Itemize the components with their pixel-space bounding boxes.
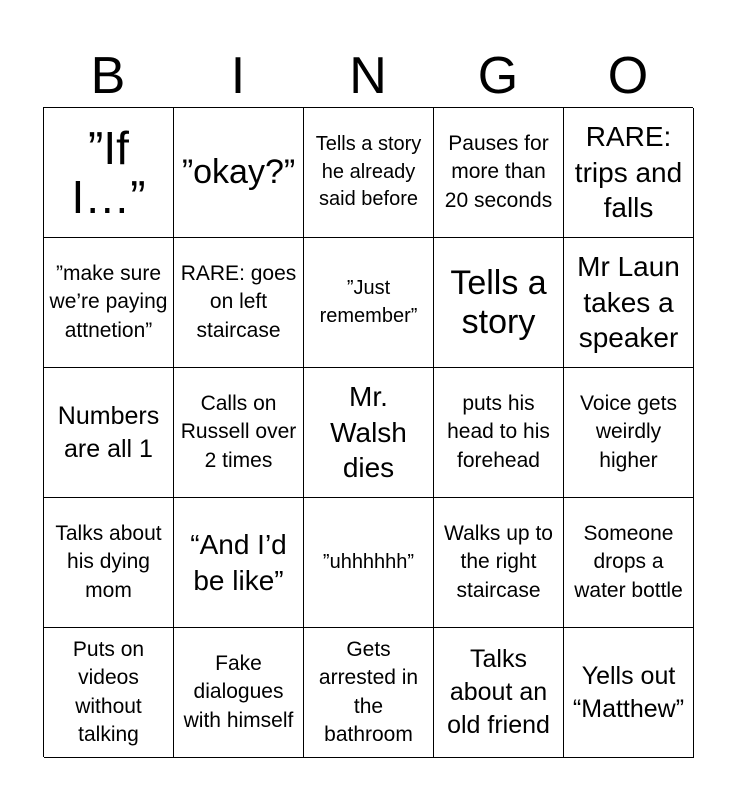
cell-text: Calls on Russell over 2 times <box>180 391 297 472</box>
cell-text: ”uhhhhhh” <box>322 550 415 573</box>
bingo-cell[interactable] <box>564 498 694 628</box>
cell-text: Fake dialogues with himself <box>183 651 294 732</box>
cell-text: Pauses for more than 20 seconds <box>444 131 553 212</box>
bingo-cell[interactable] <box>44 108 174 238</box>
bingo-cell[interactable] <box>44 238 174 368</box>
bingo-cell[interactable] <box>564 628 694 758</box>
cell-text: Talks about his dying mom <box>55 521 162 602</box>
cell-text: Mr. Walsh dies <box>330 380 407 484</box>
bingo-cell[interactable] <box>44 498 174 628</box>
cell-text: RARE: goes on left staircase <box>180 261 297 342</box>
cell-text: ”okay?” <box>181 153 296 192</box>
bingo-cell[interactable] <box>304 108 434 238</box>
cell-text: RARE: trips and falls <box>574 120 683 224</box>
cell-text: Tells a story <box>450 264 547 341</box>
bingo-cell[interactable] <box>174 238 304 368</box>
cell-text: “And I’d be like” <box>190 528 287 596</box>
header-letter-o: O <box>607 47 649 105</box>
cell-text: Someone drops a water bottle <box>574 521 683 602</box>
cell-text: Puts on videos without talking <box>72 637 145 746</box>
bingo-cell[interactable] <box>434 498 564 628</box>
cell-text: puts his head to his forehead <box>447 391 550 472</box>
bingo-cell[interactable] <box>174 108 304 238</box>
bingo-cell[interactable] <box>304 238 434 368</box>
bingo-cell[interactable] <box>304 628 434 758</box>
bingo-board <box>43 107 693 757</box>
header-letter-b: B <box>90 47 126 105</box>
cell-text: Voice gets weirdly higher <box>580 391 677 472</box>
cell-text: Mr Laun takes a speaker <box>577 250 680 354</box>
bingo-cell[interactable] <box>434 108 564 238</box>
bingo-cell[interactable] <box>304 498 434 628</box>
bingo-cell[interactable] <box>434 368 564 498</box>
cell-text: Tells a story he already said before <box>315 133 422 211</box>
cell-text: Gets arrested in the bathroom <box>318 637 419 746</box>
cell-text: ”Just remember” <box>319 276 418 327</box>
header-letter-g: G <box>477 47 519 105</box>
bingo-cell[interactable] <box>564 238 694 368</box>
cell-text: Walks up to the right staircase <box>444 521 553 602</box>
cell-text: ”make sure we’re paying attnetion” <box>49 261 168 342</box>
cell-text: Yells out “Matthew” <box>572 661 685 723</box>
bingo-cell[interactable] <box>174 498 304 628</box>
cell-text: Talks about an old friend <box>447 645 550 739</box>
bingo-cell[interactable] <box>564 108 694 238</box>
header-letter-n: N <box>349 47 387 105</box>
bingo-cell[interactable] <box>564 368 694 498</box>
bingo-header <box>43 44 693 108</box>
bingo-cell[interactable] <box>304 368 434 498</box>
cell-text: ”If I…” <box>71 122 146 223</box>
bingo-cell[interactable] <box>44 628 174 758</box>
cell-text: Numbers are all 1 <box>57 401 160 463</box>
bingo-cell[interactable] <box>174 368 304 498</box>
bingo-cell[interactable] <box>434 238 564 368</box>
header-letter-i: I <box>230 47 246 105</box>
bingo-cell[interactable] <box>44 368 174 498</box>
bingo-cell[interactable] <box>434 628 564 758</box>
bingo-cell[interactable] <box>174 628 304 758</box>
